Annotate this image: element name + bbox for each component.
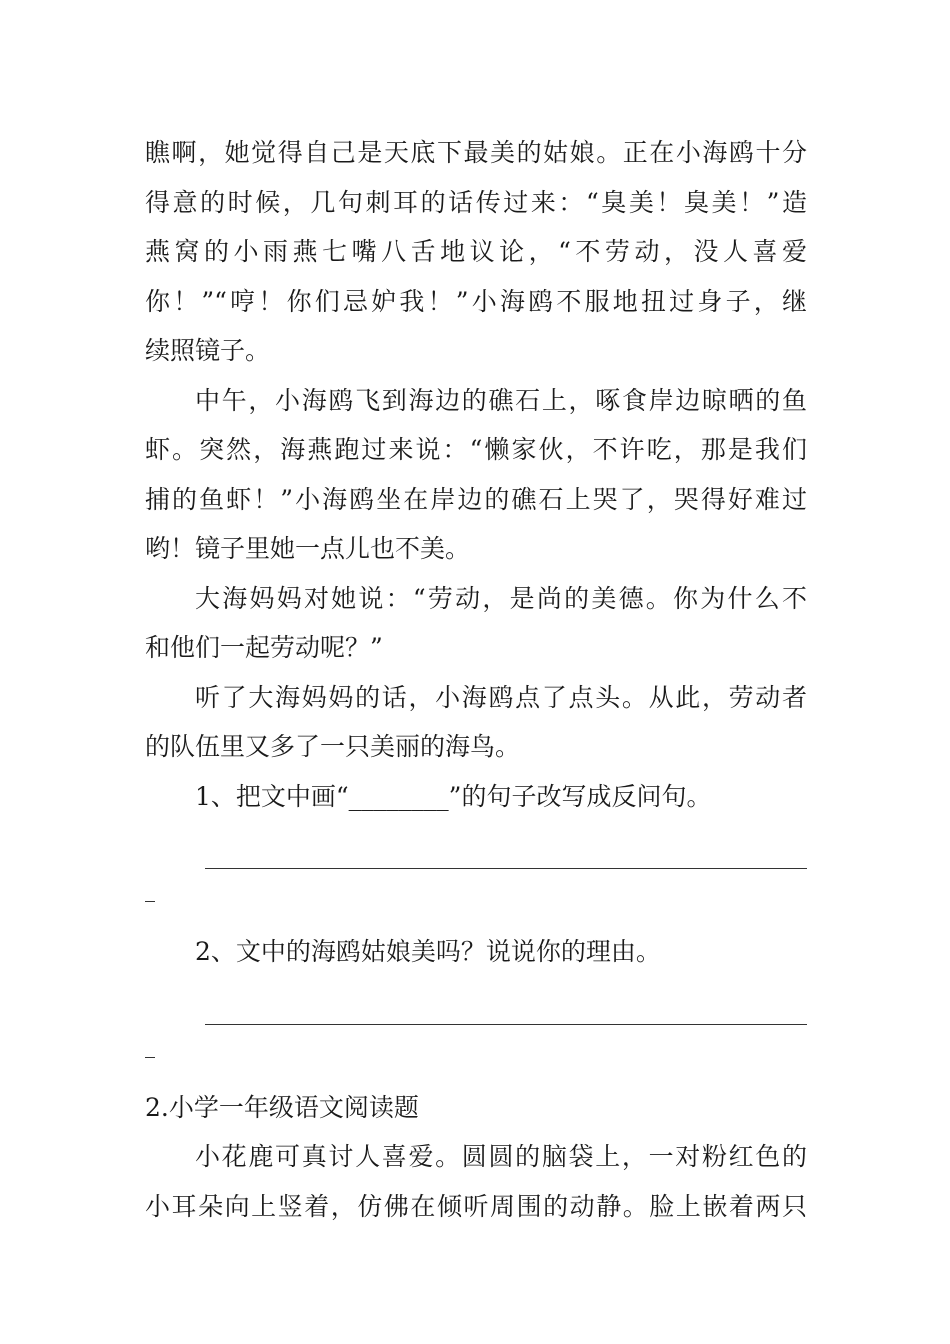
question-1: 1、把文中画“________”的句子改写成反问句。	[195, 781, 712, 811]
document-page	[145, 128, 807, 1231]
section2-paragraph-1	[145, 1132, 807, 1231]
story-paragraph-2	[145, 376, 807, 574]
story-paragraph-4	[145, 673, 807, 772]
answer-line-2[interactable]	[145, 977, 807, 1037]
story-paragraph-1	[145, 128, 807, 376]
text-line: 虾。突然，海燕跑过来说：“懒家伙，不许吃，那是我们	[145, 435, 807, 464]
text-line: 燕窝的小雨燕七嘴八舌地议论，“不劳动，没人喜爱	[145, 237, 807, 266]
question-2: 2、文中的海鸥姑娘美吗？说说你的理由。	[195, 937, 661, 966]
answer-line-1-end	[145, 881, 807, 927]
text-line: 大海妈妈对她说：“劳动，是尚的美德。你为什么不	[195, 583, 807, 613]
answer-line-1[interactable]	[145, 821, 807, 881]
story-paragraph-3	[145, 574, 807, 673]
text-line: 你！”“哼！你们忌妒我！”小海鸥不服地扭过身子，继	[145, 286, 807, 316]
text-line: 续照镜子。	[145, 336, 271, 365]
text-line: 小花鹿可真讨人喜爱。圆圆的脑袋上，一对粉红色的	[195, 1142, 807, 1171]
section-heading: 2.小学一年级语文阅读题	[145, 1092, 419, 1122]
text-line: 捕的鱼虾！”小海鸥坐在岸边的礁石上哭了，哭得好难过	[145, 484, 807, 514]
text-line: 哟！镜子里她一点儿也不美。	[145, 534, 471, 563]
text-line: 中午，小海鸥飞到海边的礁石上，啄食岸边晾晒的鱼	[195, 385, 807, 415]
text-line: 瞧啊，她觉得自己是天底下最美的姑娘。正在小海鸥十分	[145, 138, 807, 167]
answer-line-2-end	[145, 1037, 807, 1083]
text-line: 和他们一起劳动呢？”	[145, 633, 383, 662]
text-line: 的队伍里又多了一只美丽的海鸟。	[145, 732, 521, 761]
text-line: 得意的时候，几句刺耳的话传过来：“臭美！臭美！”造	[145, 187, 807, 217]
text-line: 小耳朵向上竖着，仿佛在倾听周围的动静。脸上嵌着两只	[145, 1191, 807, 1221]
text-line: 听了大海妈妈的话，小海鸥点了点头。从此，劳动者	[195, 682, 807, 712]
